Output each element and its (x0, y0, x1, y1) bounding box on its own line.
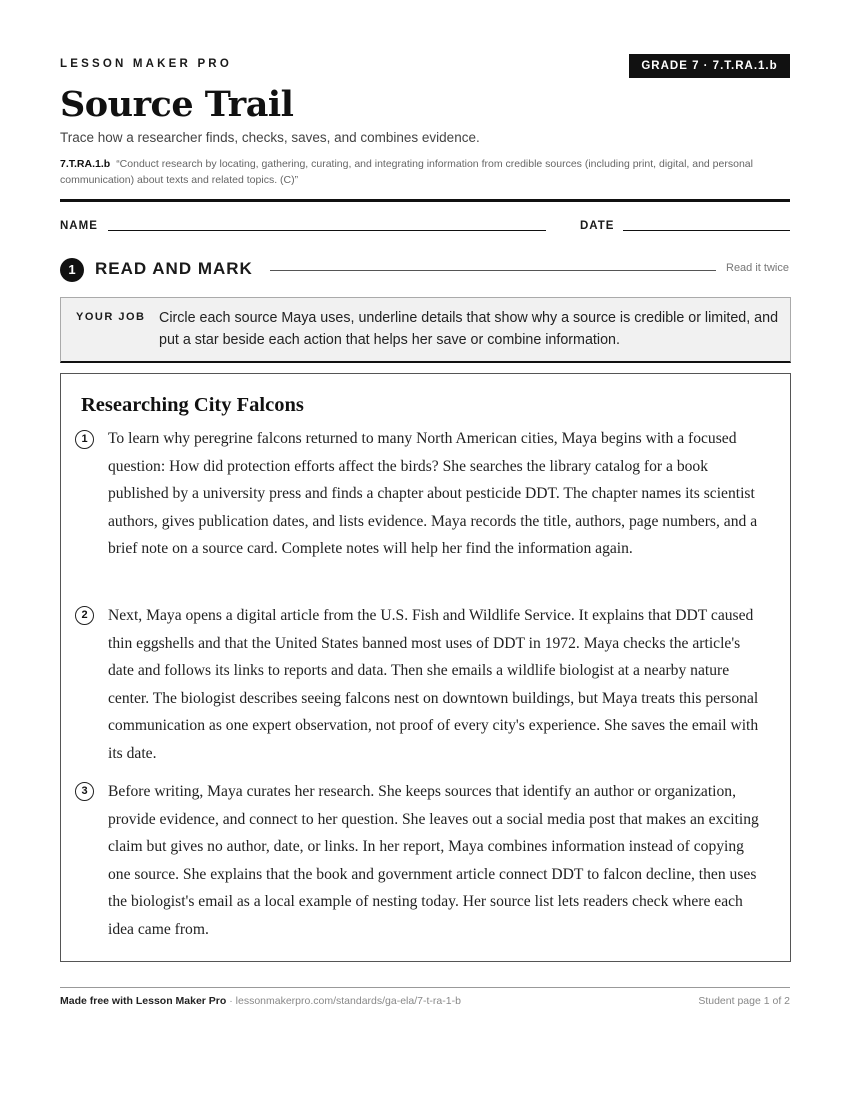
header-divider (60, 199, 790, 202)
passage-paragraph: Before writing, Maya curates her research. She keeps sources that identify an author or organization, provide evidence, and connect to her question. She leaves out a social media post that makes an exciting claim but gives no author, date, or links. In her report, Maya combines information instead of copying one source. She explains that the book and government article connect DDT to falcon decline, then uses the biologist's email as a local example of nesting today. Her source list lets readers check where each idea came from. (108, 783, 759, 938)
name-label: NAME (60, 220, 98, 232)
name-field[interactable] (108, 230, 546, 231)
standard-code: 7.T.RA.1.b (60, 158, 111, 170)
page-indicator: Student page 1 of 2 (698, 995, 790, 1007)
standard-text: “Conduct research by locating, gathering, curating, and integrating information from credible sources (including print, digital, and personal communication) about texts and related topics. (C)” (60, 158, 753, 186)
section-title: READ AND MARK (95, 259, 253, 278)
passage-paragraph: To learn why peregrine falcons returned to many North American cities, Maya begins with a focused question: How did protection efforts affect the birds? She searches the library catalog for a book published by a university press and finds a chapter about pesticide DDT. The chapter names its scientist authors, gives publication dates, and lists evidence. Maya records the title, authors, page numbers, and a brief note on a source card. Complete notes will help her find the information again. (108, 430, 758, 558)
reading-passage (60, 373, 791, 962)
footer-credit (60, 995, 461, 1007)
passage-paragraph: Next, Maya opens a digital article from the U.S. Fish and Wildlife Service. It explains that DDT caused thin eggshells and that the United States banned most uses of DDT in 1972. Maya checks the article's date and follows its links to reports and data. Then she emails a wildlife biologist at a nearby nature center. The biologist describes seeing falcons nest on downtown buildings, but Maya treats this personal communication as one expert observation, not proof of every city's experience. She saves the email with its date. (108, 607, 759, 762)
section-rule (270, 270, 716, 271)
standard-statement (60, 156, 790, 188)
page-title: Source Trail (60, 84, 294, 125)
footer-url[interactable]: · lessonmakerpro.com/standards/ga-ela/7-t-ra-1-b (226, 995, 461, 1007)
grade-badge: GRADE 7 · 7.T.RA.1.b (629, 54, 790, 78)
section-number-badge: 1 (60, 258, 84, 282)
passage-title: Researching City Falcons (81, 394, 304, 416)
brand-name: LESSON MAKER PRO (60, 58, 232, 70)
footer-made-with: Made free with Lesson Maker Pro (60, 995, 227, 1007)
paragraph-number: 1 (75, 430, 94, 449)
paragraph-number: 2 (75, 606, 94, 625)
section-note: Read it twice (726, 262, 789, 274)
date-field[interactable] (623, 230, 790, 231)
page-subtitle: Trace how a researcher finds, checks, saves, and combines evidence. (60, 130, 480, 145)
date-label: DATE (580, 220, 615, 232)
instructions-text: Circle each source Maya uses, underline details that show why a source is credible or limited, and put a star beside each action that helps her save or combine information. (159, 310, 779, 348)
instructions-label: YOUR JOB (76, 311, 146, 323)
instructions-box (60, 297, 791, 363)
paragraph-number: 3 (75, 782, 94, 801)
footer-divider (60, 987, 790, 988)
